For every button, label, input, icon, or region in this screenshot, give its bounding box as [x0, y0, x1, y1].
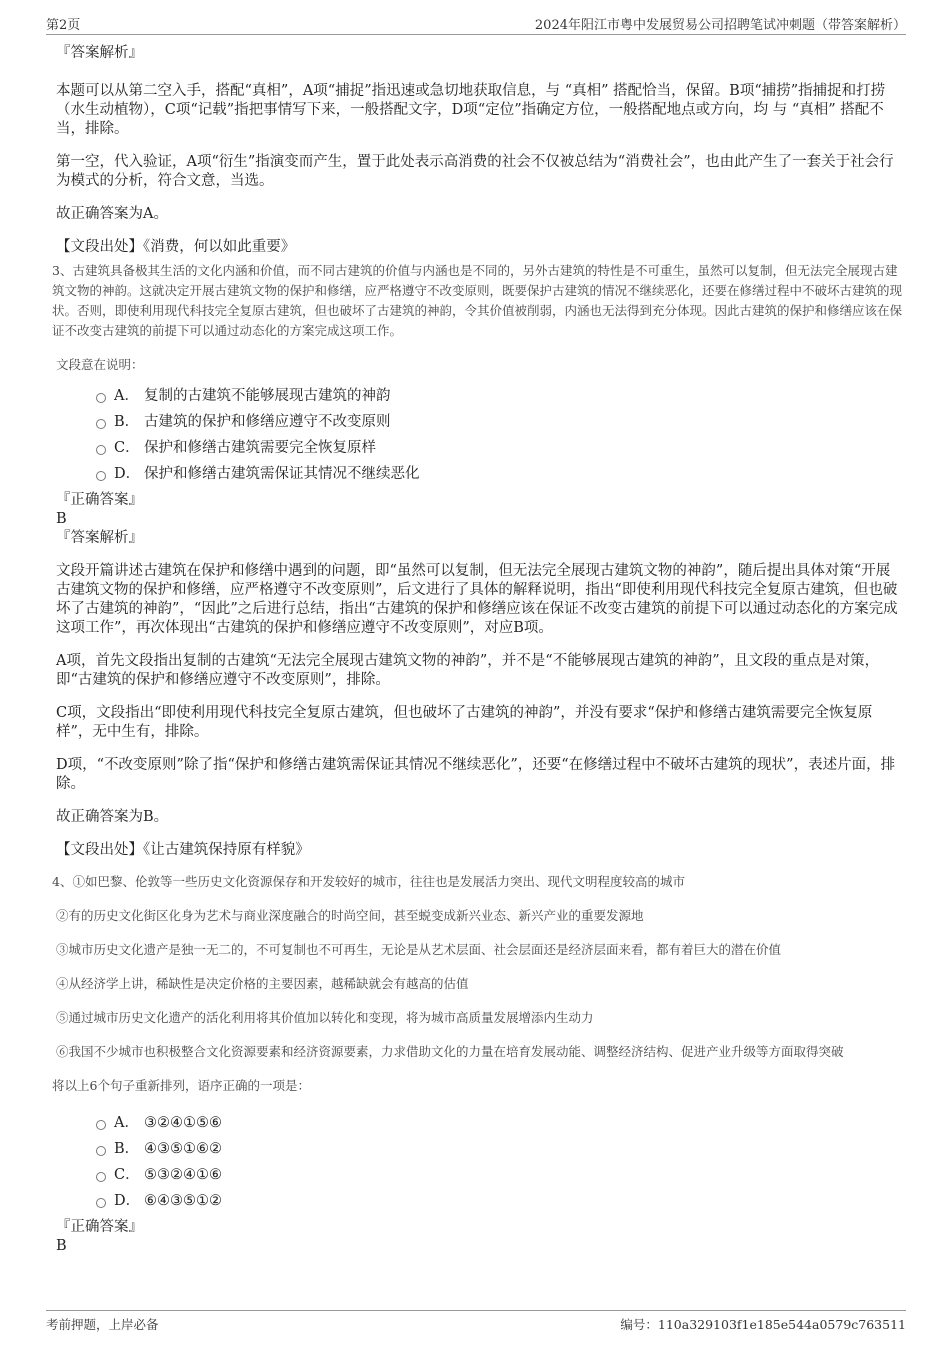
analysis-paragraph: 第一空，代入验证，A项“衍生”指演变而产生，置于此处表示高消费的社会不仅被总结为“消费社会”，也由此产生了一套关于社会行为模式的分析，符合文意，当选。 [56, 154, 894, 189]
analysis-label: 『答案解析』 [56, 530, 143, 546]
sentence-item: ⑥我国不少城市也积极整合文化资源要素和经济资源要素，力求借助文化的力量在培育发展动能、调整经济结构、促进产业升级等方面取得突破 [56, 1044, 844, 1059]
sentence-item: ②有的历史文化街区化身为艺术与商业深度融合的时尚空间，甚至蜕变成新兴业态、新兴产业的重要发源地 [56, 908, 644, 923]
option-c[interactable]: C． ⑤③②④①⑥ [96, 1162, 902, 1188]
option-d[interactable]: D． 保护和修缮古建筑需保证其情况不继续恶化 [96, 461, 902, 487]
analysis-paragraph: 本题可以从第二空入手，搭配“真相”，A项“捕捉”指迅速或急切地获取信息，与 “真相” 搭配恰当，保留。B项“捕捞”指捕捉和打捞（水生动植物），C项“记载”指把事情写下来，一般搭配文字，D项“定位”指确定方位，一般搭配地点或方向，均 与 “真相” 搭配不当，排除。 [56, 83, 886, 137]
analysis-paragraph: 文段开篇讲述古建筑在保护和修缮中遇到的问题，即“虽然可以复制，但无法完全展现古建筑文物的神韵”，随后提出具体对策“开展古建筑文物的保护和修缮，应严格遵守不改变原则”，后文进行了具体的解释说明，指出“即使利用现代科技完全复原古建筑，但也破坏了古建筑的神韵”，“因此”之后进行总结，指出“古建筑的保护和修缮应该在保证不改变古建筑的前提下可以通过动态化的方案完成这项工作”，再次体现出“古建筑的保护和修缮应遵守不改变原则”，对应B项。 [56, 563, 898, 636]
analysis-conclusion: 故正确答案为A。 [56, 206, 168, 222]
radio-icon[interactable] [96, 393, 106, 403]
analysis-paragraph: A项，首先文段指出复制的古建筑“无法完全展现古建筑文物的神韵”，并不是“不能够展现古建筑的神韵”，且文段的重点是对策，即“古建筑的保护和修缮应遵守不改变原则”，排除。 [56, 653, 880, 688]
source-note: 【文段出处】《消费，何以如此重要》 [56, 239, 296, 255]
radio-icon[interactable] [96, 1146, 106, 1156]
radio-icon[interactable] [96, 1172, 106, 1182]
option-c[interactable]: C． 保护和修缮古建筑需要完全恢复原样 [96, 435, 902, 461]
option-list [96, 1110, 902, 1214]
sentence-item: 4、①如巴黎、伦敦等一些历史文化资源保存和开发较好的城市，往往也是发展活力突出、现代文明程度较高的城市 [52, 874, 685, 889]
analysis-paragraph: D项，“不改变原则”除了指“保护和修缮古建筑需保证其情况不继续恶化”，还要“在修缮过程中不破坏古建筑的现状”，表述片面，排除。 [56, 757, 896, 792]
document-code: 编号：110a329103f1e185e544a0579c763511 [620, 1317, 906, 1332]
page-footer [46, 1310, 906, 1333]
sentence-item: ④从经济学上讲，稀缺性是决定价格的主要因素，越稀缺就会有越高的估值 [56, 976, 469, 991]
analysis-conclusion: 故正确答案为B。 [56, 809, 169, 825]
answer-label: 『正确答案』 [56, 492, 143, 508]
radio-icon[interactable] [96, 1120, 106, 1130]
page-number: 第2页 [46, 18, 81, 33]
page-header [46, 12, 906, 35]
analysis-label: 『答案解析』 [56, 45, 143, 61]
page-content [52, 44, 903, 1256]
answer-value: B [56, 511, 67, 527]
sentence-item: ③城市历史文化遗产是独一无二的，不可复制也不可再生，无论是从艺术层面、社会层面还是经济层面来看，都有着巨大的潜在价值 [56, 942, 782, 957]
option-list [96, 383, 902, 487]
sentence-item: ⑤通过城市历史文化遗产的活化利用将其价值加以转化和变现，将为城市高质量发展增添内生动力 [56, 1010, 594, 1025]
radio-icon[interactable] [96, 445, 106, 455]
source-note: 【文段出处】《让古建筑保持原有样貌》 [56, 842, 310, 858]
option-a[interactable]: A． 复制的古建筑不能够展现古建筑的神韵 [96, 383, 902, 409]
question-prompt: 将以上6个句子重新排列，语序正确的一项是： [52, 1078, 310, 1093]
radio-icon[interactable] [96, 1198, 106, 1208]
option-d[interactable]: D． ⑥④③⑤①② [96, 1188, 902, 1214]
option-b[interactable]: B． ④③⑤①⑥② [96, 1136, 902, 1162]
footer-slogan: 考前押题，上岸必备 [46, 1317, 159, 1332]
option-a[interactable]: A． ③②④①⑤⑥ [96, 1110, 902, 1136]
analysis-paragraph: C项，文段指出“即使利用现代科技完全复原古建筑，但也破坏了古建筑的神韵”，并没有要求“保护和修缮古建筑需要完全恢复原样”，无中生有，排除。 [56, 705, 873, 740]
option-b[interactable]: B． 古建筑的保护和修缮应遵守不改变原则 [96, 409, 902, 435]
answer-value: B [56, 1238, 67, 1254]
document-title: 2024年阳江市粤中发展贸易公司招聘笔试冲刺题（带答案解析） [534, 18, 906, 33]
answer-label: 『正确答案』 [56, 1219, 143, 1235]
question-stem: 3、古建筑具备极其生活的文化内涵和价值，而不同古建筑的价值与内涵也是不同的，另外古建筑的特性是不可重生，虽然可以复制，但无法完全展现古建筑文物的神韵。这就决定开展古建筑文物的保护和修缮，应严格遵守不改变原则，既要保护古建筑的情况不继续恶化，还要在修缮过程中不破坏古建筑的现状。否则，即使利用现代科技完全复原古建筑，但也破坏了古建筑的神韵，令其价值被削弱，内涵也无法得到充分体现。因此古建筑的保护和修缮应该在保证不改变古建筑的前提下可以通过动态化的方案完成这项工作。 [52, 263, 903, 338]
question-prompt: 文段意在说明： [56, 357, 144, 372]
radio-icon[interactable] [96, 471, 106, 481]
radio-icon[interactable] [96, 419, 106, 429]
